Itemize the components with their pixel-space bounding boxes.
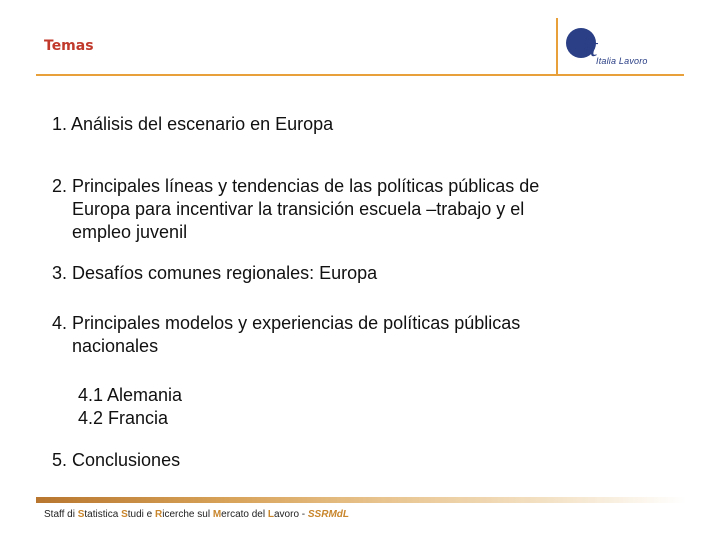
footer-initial: R <box>155 509 163 520</box>
topic-item-2-line-2: Europa para incentivar la transición escuela –trabajo y el <box>72 199 525 219</box>
footer-credit <box>44 509 349 520</box>
topic-item-1 <box>52 113 333 136</box>
topic-item-3 <box>52 262 377 285</box>
logo-mark: it <box>582 32 598 63</box>
footer-part: tatistica <box>84 509 122 520</box>
footer-band <box>36 497 686 503</box>
footer-acronym: SSRMdL <box>307 509 349 520</box>
footer-initial: M <box>212 509 222 520</box>
topic-item-2-line-1: 2. Principales líneas y tendencias de las políticas públicas de <box>52 176 540 196</box>
topic-item-4-line-2: nacionales <box>72 336 159 356</box>
footer-part: Staff di <box>44 509 78 520</box>
topic-item-4 <box>52 312 520 358</box>
footer-initial: L <box>267 509 274 520</box>
topic-item-2 <box>52 175 539 244</box>
footer-initial: S <box>121 509 128 520</box>
footer-part: ercato del <box>221 509 268 520</box>
page-title: Temas <box>44 38 94 54</box>
logo-divider <box>556 18 558 76</box>
italia-lavoro-logo <box>566 28 666 72</box>
topic-subitems <box>78 384 182 430</box>
subitem-alemania: 4.1 Alemania <box>78 385 183 405</box>
topic-item-5-line-1: 5. Conclusiones <box>52 450 181 470</box>
footer-part: avoro - <box>273 509 308 520</box>
footer-part: icerche sul <box>162 509 213 520</box>
footer-initial: S <box>77 509 85 520</box>
topic-item-4-line-1: 4. Principales modelos y experiencias de políticas públicas <box>52 313 521 333</box>
logo-text: Italia Lavoro <box>596 56 648 66</box>
topic-item-5 <box>52 449 180 472</box>
topic-item-1-line-1: 1. Análisis del escenario en Europa <box>52 114 334 134</box>
topic-item-3-line-1: 3. Desafíos comunes regionales: Europa <box>52 263 378 283</box>
footer-part: tudi e <box>127 509 156 520</box>
header-rule <box>36 74 684 76</box>
topic-item-2-line-3: empleo juvenil <box>72 222 188 242</box>
subitem-francia: 4.2 Francia <box>78 408 169 428</box>
